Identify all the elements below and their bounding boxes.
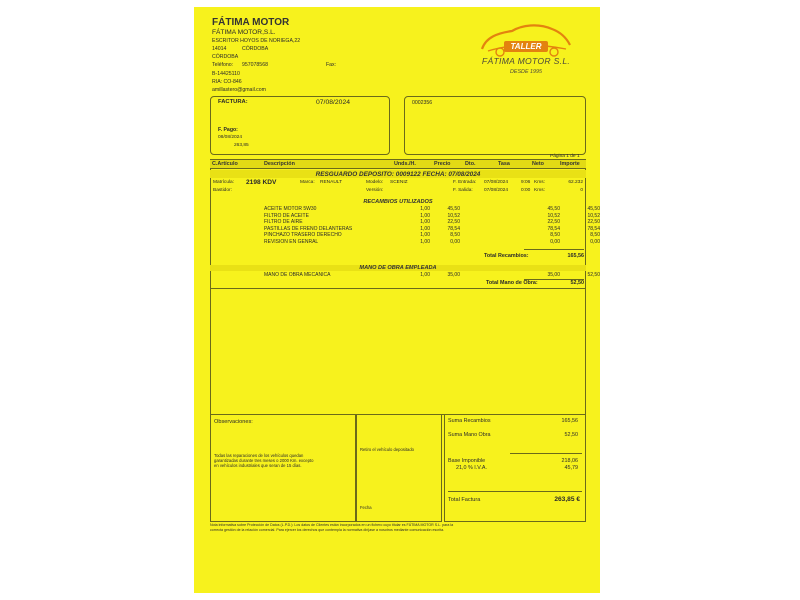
logo-name: FÁTIMA MOTOR S.L. <box>481 56 571 66</box>
col-precio: Precio <box>434 161 451 167</box>
part-row-desc: PASTILLAS DE FRENO DELANTERAS <box>264 225 353 232</box>
part-row-amount: 10,52 <box>587 212 600 219</box>
part-row-desc: FILTRO DE AIRE <box>264 219 303 225</box>
part-row-net: 0,00 <box>550 238 560 245</box>
fpago-date: 08/08/2024 <box>218 135 243 140</box>
lines-end-divider <box>210 288 586 289</box>
invoice-total-label: Total Factura <box>448 497 481 503</box>
company-phone: 957078568 <box>242 62 268 68</box>
suma-mano-value: 52,50 <box>564 432 578 438</box>
parts-title: RECAMBIOS UTILIZADOS <box>363 199 433 205</box>
part-row-price: 45,50 <box>447 206 460 212</box>
labour-row-units: 1,00 <box>420 272 430 278</box>
col-articulo: C.Artículo <box>212 161 238 167</box>
labour-row-amount: 52,50 <box>587 272 600 278</box>
legal-note-line-2: correcta gestión de la relación comercial. Para ejercer los derechos que contempla la normativa diríjase a nosotros mediante comunicación escrita. <box>210 528 445 532</box>
matricula-value: 2198 KDV <box>246 179 277 186</box>
company-logo <box>476 19 576 81</box>
table-header <box>210 159 586 169</box>
phone-label: Teléfono: <box>212 62 234 68</box>
part-row-net: 78,54 <box>547 225 560 232</box>
col-tasa: Tasa <box>498 161 510 167</box>
customer-code: 0002356 <box>412 100 433 106</box>
part-row-price: 22,50 <box>447 219 460 225</box>
part-row-price: 78,54 <box>447 225 460 232</box>
modelo-label: Modelo: <box>366 180 384 185</box>
pickup-text: Retiro el vehículo depositado <box>360 447 415 452</box>
part-row-units: 1,00 <box>420 238 430 245</box>
labour-total-value: 52,50 <box>570 280 584 286</box>
part-row-net: 8,50 <box>550 232 560 238</box>
col-descripcion: Descripción <box>264 161 295 167</box>
part-row-desc: FILTRO DE ACEITE <box>264 212 309 219</box>
part-row-amount: 45,50 <box>587 206 600 212</box>
col-units: Unds./H. <box>394 161 416 167</box>
company-province: CÓRDOBA <box>212 54 239 60</box>
parts-total-value: 165,56 <box>567 253 584 259</box>
parts-total-label: Total Recambios: <box>484 253 529 259</box>
fpago-label: F. Pago: <box>218 127 238 133</box>
suma-mano-label: Suma Mano Obra <box>448 432 491 438</box>
part-row-price: 10,52 <box>447 212 460 219</box>
part-row-units: 1,00 <box>420 219 430 225</box>
observations-box <box>210 414 356 522</box>
observations-label: Observaciones: <box>214 419 253 425</box>
suma-recambios-value: 165,56 <box>561 418 578 424</box>
totals-divider-1 <box>510 453 582 454</box>
kms-in: 62.232 <box>568 180 583 185</box>
pickup-date-label: Fecha <box>360 505 372 510</box>
invoice-total-value: 263,85 € <box>554 496 580 503</box>
company-ria: RIA: CO-846 <box>212 79 242 85</box>
bastidor-label: Bastidor: <box>213 188 232 193</box>
col-importe: Importe <box>560 161 580 167</box>
salida-time: 0:00 <box>521 188 531 193</box>
iva-value: 45,79 <box>564 465 578 471</box>
base-value: 218,06 <box>561 458 578 464</box>
lines-table <box>210 159 586 415</box>
entrada-time: 9:06 <box>521 180 531 185</box>
entrada-label: F. Entrada: <box>453 180 477 185</box>
part-row-units: 1,00 <box>420 232 430 238</box>
base-label: Base Imponible <box>448 458 486 464</box>
company-email: amillastero@gmail.com <box>212 87 266 93</box>
col-dto: Dto. <box>465 161 476 167</box>
part-row-net: 10,52 <box>547 212 560 219</box>
logo-taller-badge: TALLER <box>504 41 548 52</box>
company-cif: B-14425110 <box>212 71 240 77</box>
labour-total-label: Total Mano de Obra: <box>486 280 538 286</box>
part-row-net: 45,50 <box>547 206 560 212</box>
labour-row-net: 35,00 <box>547 272 560 278</box>
labour-row-price: 35,00 <box>447 272 460 278</box>
invoice-label: FACTURA: <box>218 99 248 105</box>
part-row-net: 22,50 <box>547 219 560 225</box>
part-row-units: 1,00 <box>420 212 430 219</box>
iva-label: 21,0 % I.V.A. <box>456 465 487 471</box>
fax-label: Fax: <box>326 62 337 68</box>
logo-since: DESDE 1995 <box>509 69 543 75</box>
legal-note-line-1: Nota informativa sobre Protección de Datos (L.P.D.): Los datos de Clientes están incorporados en un fichero cuyo titular es FÁTIMA MOTOR S.L. para la <box>210 523 454 527</box>
warranty-line-3: en vehículos industriales que seran de 15 días. <box>214 463 302 468</box>
warranty-line-2: garantizadas durante tres meses o 2000 Km. excepto <box>214 458 314 463</box>
labour-row-desc: MANO DE OBRA MECANICA <box>264 272 331 278</box>
modelo-value: SCENIZ <box>390 180 408 185</box>
parts-total-divider <box>524 249 584 250</box>
company-street: ESCRITOR HOYOS DE NORIEGA,22 <box>212 38 301 44</box>
part-row-price: 8,50 <box>450 232 460 238</box>
page-indicator: Página 1 de 1 <box>550 154 580 159</box>
totals-divider-2 <box>448 491 582 492</box>
version-label: Versión: <box>366 188 384 193</box>
company-name: FÁTIMA MOTOR <box>212 17 290 28</box>
part-row-desc: REVISION EN GENRAL <box>264 238 319 245</box>
matricula-label: Matrícula: <box>213 180 235 185</box>
part-row-desc: PINCHAZO TRASERO DERECHO <box>264 232 342 238</box>
car-outline-icon <box>476 19 576 59</box>
invoice-sheet <box>194 7 600 593</box>
part-row-price: 0,00 <box>450 238 460 245</box>
salida-date: 07/08/2024 <box>484 188 509 193</box>
col-neto: Neto <box>532 161 544 167</box>
part-row-amount: 8,50 <box>590 232 600 238</box>
kms-label-in: Kms: <box>534 180 545 185</box>
part-row-amount: 22,50 <box>587 219 600 225</box>
part-row-units: 1,00 <box>420 206 430 212</box>
salida-label: F. Salida: <box>453 188 473 193</box>
part-row-amount: 78,54 <box>587 225 600 232</box>
part-row-units: 1,00 <box>420 225 430 232</box>
company-city: CÓRDOBA <box>242 46 269 52</box>
company-postcode: 14014 <box>212 46 227 52</box>
entrada-date: 07/08/2024 <box>484 180 509 185</box>
marca-label: Marca: <box>300 180 315 185</box>
part-row-amount: 0,00 <box>590 238 600 245</box>
part-row-desc: ACEITE MOTOR 5W30 <box>264 206 317 212</box>
marca-value: RENAULT <box>320 180 343 185</box>
company-legal-name: FÁTIMA MOTOR,S.L. <box>212 29 276 36</box>
suma-recambios-label: Suma Recambios <box>448 418 491 424</box>
fpago-amount: 263,85 <box>234 143 249 148</box>
deposit-title: RESGUARDO DEPOSITO: 0009122 FECHA: 07/08/2024 <box>315 171 481 178</box>
warranty-line-1: Todas las reparaciones de los vehículos quedan <box>214 453 304 458</box>
invoice-date: 07/08/2024 <box>316 99 351 106</box>
kms-out: 0 <box>580 188 583 193</box>
kms-label-out: Kms: <box>534 188 545 193</box>
labour-title: MANO DE OBRA EMPLEADA <box>359 265 437 271</box>
